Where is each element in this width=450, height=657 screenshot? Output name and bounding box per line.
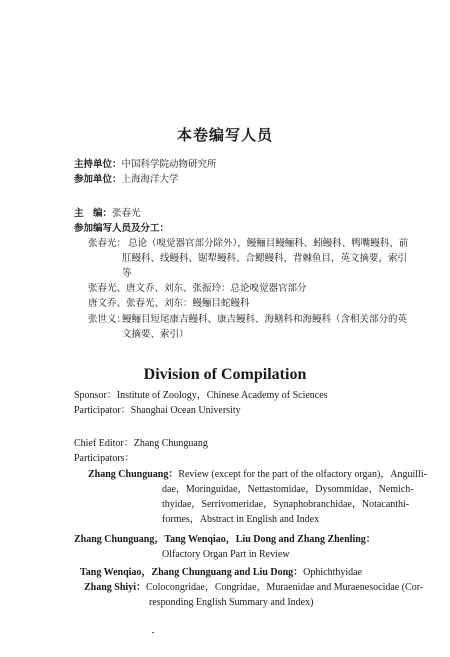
- staff-label: 参加编写人员及分工：: [74, 223, 170, 234]
- cn-entry-text: 鳗鲡目短尾康吉鳗科、康吉鳗科、海鳝科和海鳗科（含相关部分的英 文摘要、索引）: [122, 314, 408, 340]
- host-unit-label: 主持单位：: [74, 159, 122, 170]
- en-entry-name: Tang Wenqiao，Zhang Chunguang and Liu Dong：: [80, 567, 304, 578]
- en-entry-continuation: dae，Moringuidae，Nettastomidae，Dysommidae，Nemich- thyidae，Serrivomeridae，Synaphobranchidae，Notacanthi- formes，Abstract in English and Index: [162, 484, 414, 525]
- en-entry-name: Zhang Chunguang，Tang Wenqiao，Liu Dong and Zhang Zhenling：: [74, 534, 376, 545]
- participators-label: Participators：: [74, 453, 135, 464]
- cn-entry-row: [88, 281, 307, 296]
- cn-entry-text: 鳗鲡目蛇鳗科: [192, 298, 250, 309]
- chief-editor-line: Chief Editor：Zhang Chunguang: [74, 438, 208, 449]
- cn-entry-text: 总论嗅觉器官部分: [230, 283, 307, 294]
- en-entry-text: Olfactory Organ Part in Review: [162, 549, 290, 560]
- chinese-title: 本卷编写人员: [176, 126, 273, 144]
- en-entry-row: [80, 565, 362, 580]
- en-entry-text: Ophichthyidae: [303, 567, 363, 578]
- participator-line: Participator：Shanghai Ocean University: [74, 405, 241, 416]
- cn-entry-name: 唐文乔、张春光、刘东：: [88, 298, 193, 309]
- cn-entry-text: 总论（嗅觉器官部分除外），鳗鲡目鳗鲡科、蚓鳗科、鸭嘴鳗科、前: [128, 238, 409, 249]
- cn-entry-row: [88, 296, 250, 311]
- participant-unit-row: [74, 172, 179, 187]
- en-entry-text: Review (except for the part of the olfactory organ)，Anguilli-: [178, 469, 427, 480]
- cn-entry-name: 张春光、唐文乔、刘东、张振玲：: [88, 283, 231, 294]
- en-entry-row: [88, 467, 428, 482]
- cn-entry-continuation: 肛鳗科、线鳗科、锯犁鳗科、合鳃鳗科，背棘鱼目，英文摘要，索引 等: [122, 253, 408, 279]
- editor-value: 张春光: [112, 208, 141, 219]
- en-entry-name: Zhang Shiyi：: [84, 582, 146, 593]
- en-entry-text: Colocongridae，Congridae，Muraenidae and Muraenesocidae (Cor-: [145, 582, 424, 593]
- cn-entry-name: 张春光：: [88, 238, 127, 249]
- english-title: Division of Compilation: [143, 366, 307, 383]
- host-unit-value: 中国科学院动物研究所: [121, 159, 217, 170]
- host-unit-row: [74, 157, 217, 172]
- en-entry-continuation: responding English Summary and Index): [149, 597, 314, 608]
- editor-label: 主 编：: [74, 208, 113, 219]
- page-speck: [152, 632, 154, 633]
- cn-entry-name: 张世义：: [88, 314, 127, 325]
- participant-unit-label: 参加单位：: [74, 174, 122, 185]
- en-entry-row: [84, 580, 434, 595]
- participant-unit-value: 上海海洋大学: [121, 174, 179, 185]
- en-entry-name: Zhang Chunguang：: [88, 469, 179, 480]
- sponsor-line: Sponsor：Institute of Zoology，Chinese Academy of Sciences: [74, 390, 328, 401]
- editor-row: [74, 206, 141, 221]
